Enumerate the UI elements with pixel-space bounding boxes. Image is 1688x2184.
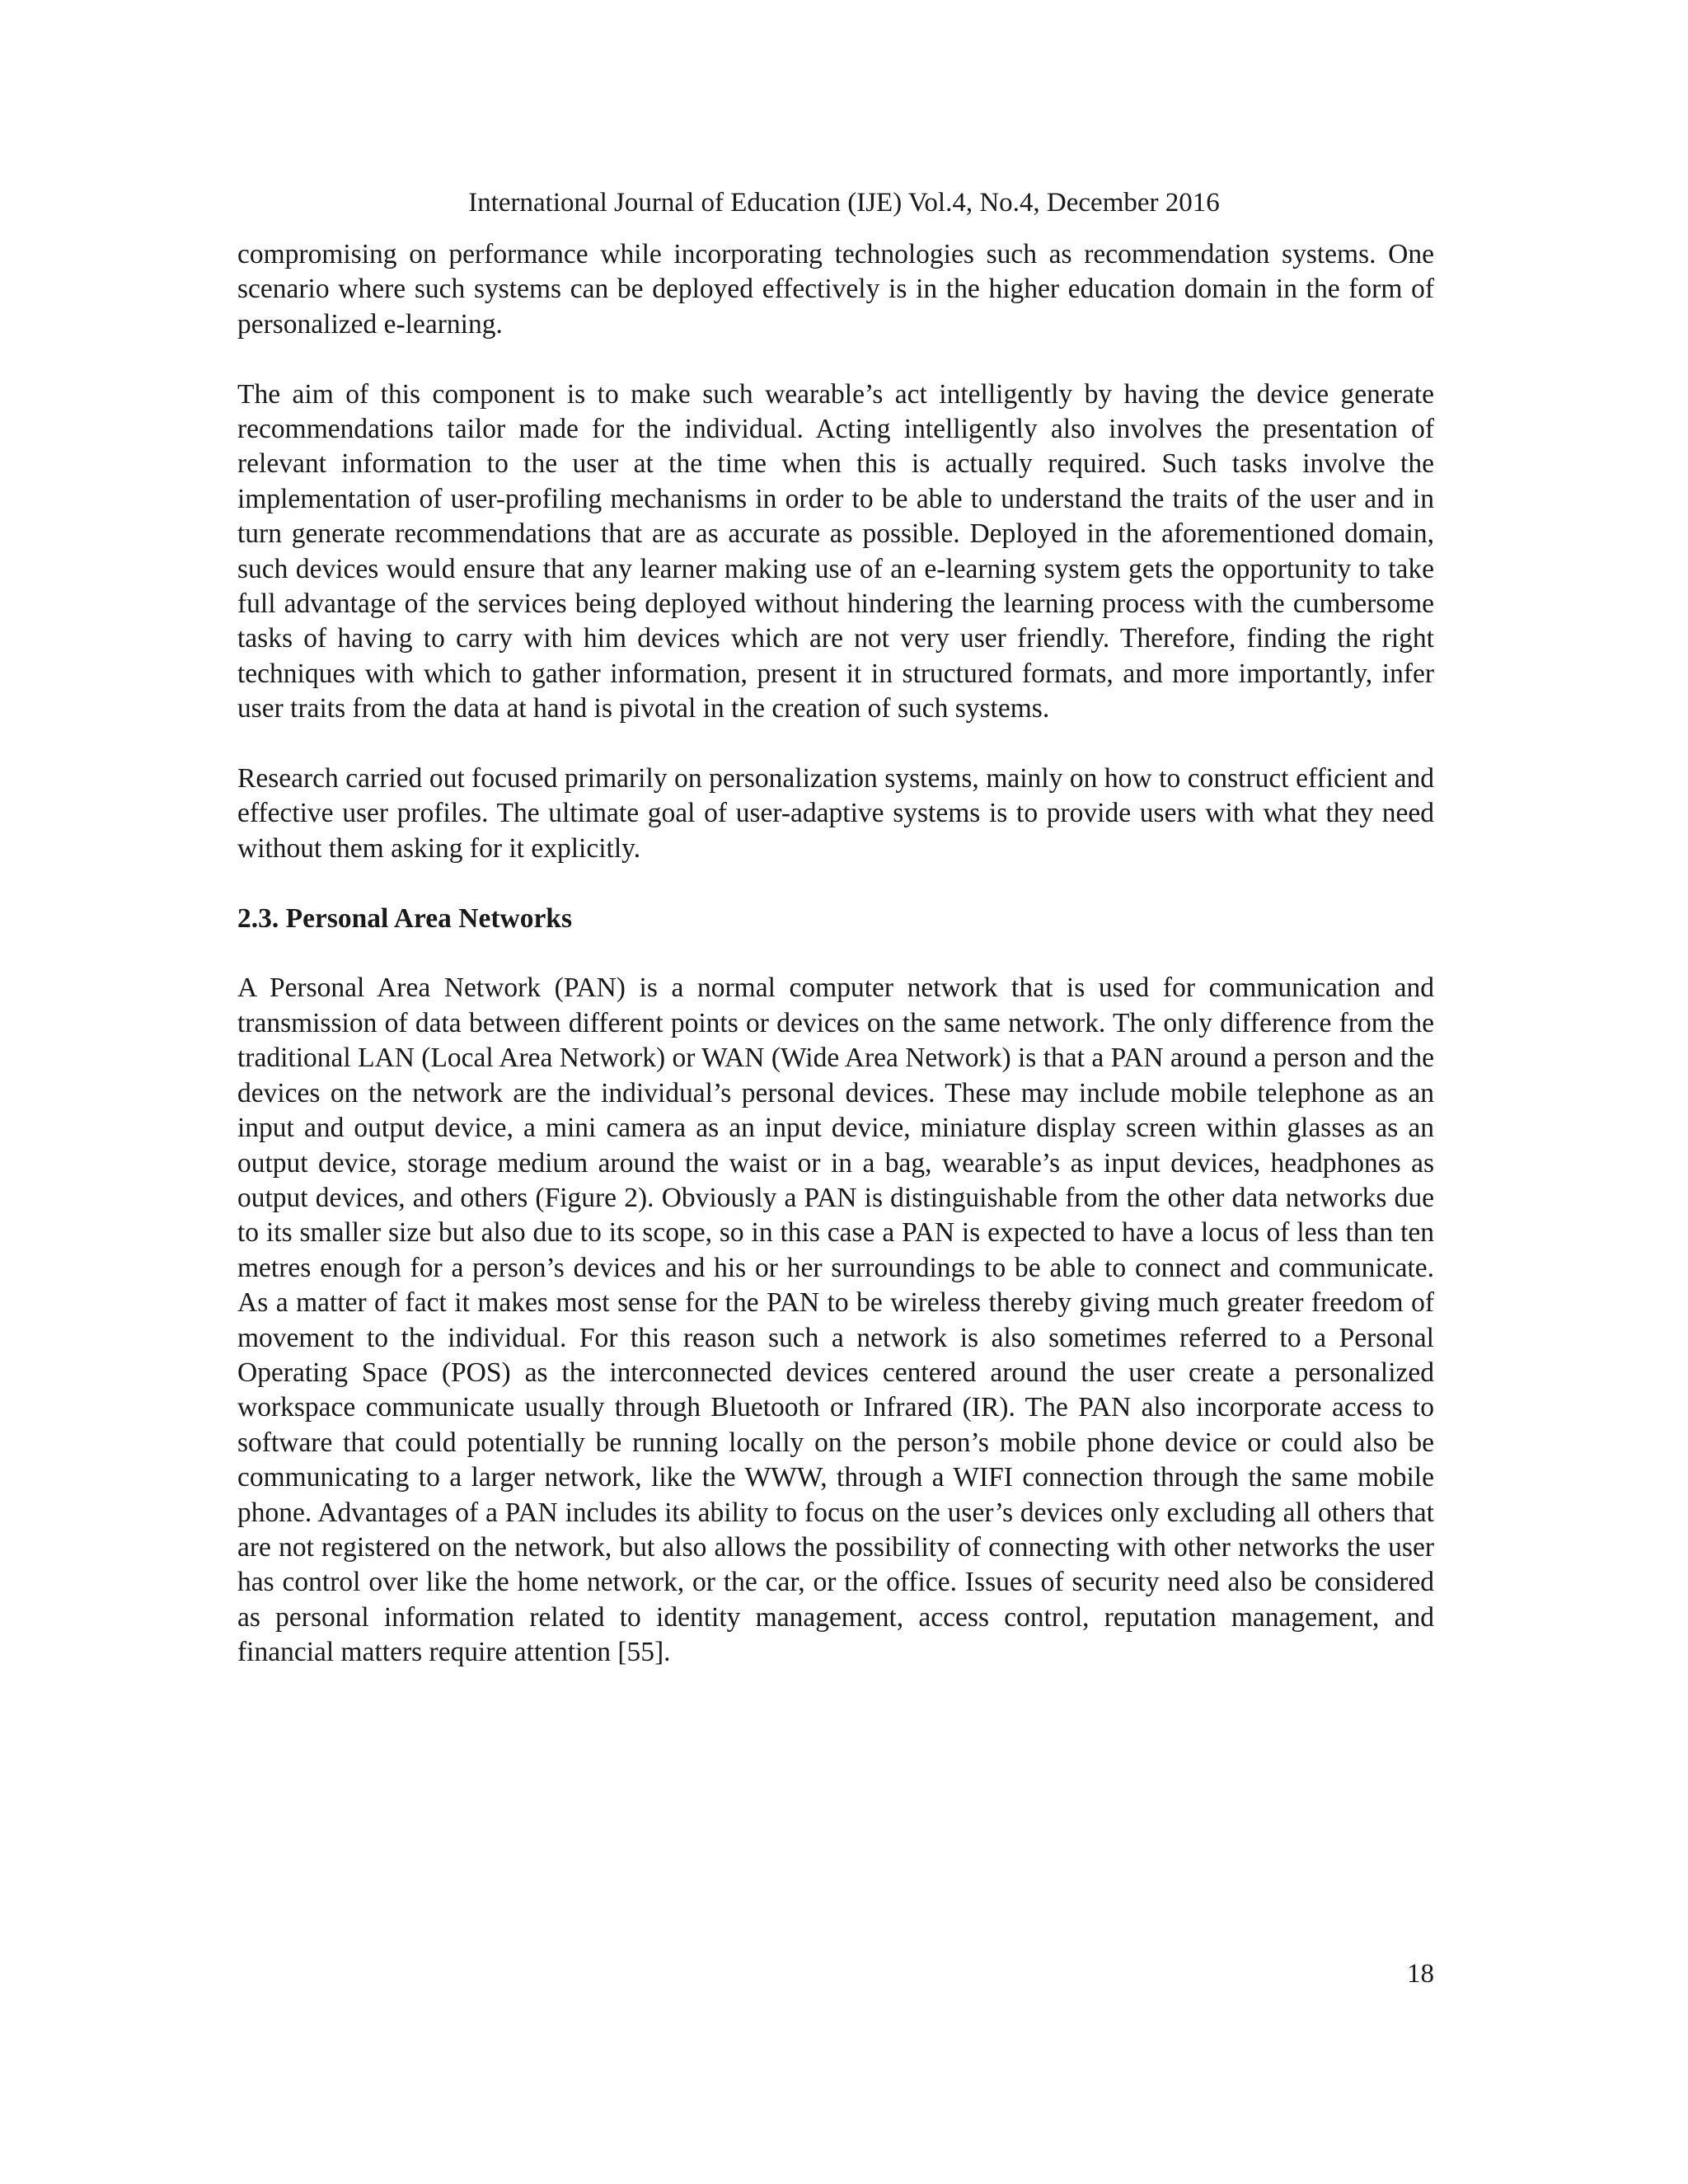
section-heading-personal-area-networks: 2.3. Personal Area Networks <box>237 902 572 934</box>
paragraph-continuation: compromising on performance while incorporating technologies such as recommendation systems. One scenario where such systems can be deployed effectively is in the higher education domain in the form of personalized e-learning. <box>237 239 1434 340</box>
body-text <box>237 237 1434 1671</box>
running-header: International Journal of Education (IJE) Vol.4, No.4, December 2016 <box>468 188 1220 218</box>
paragraph-pan-description: A Personal Area Network (PAN) is a normal computer network that is used for communication and transmission of data between different points or devices on the same network. The only difference from the traditional LAN (Local Area Network) or WAN (Wide Area Network) is that a PAN around a person and the devices on the network are the individual’s personal devices. These may include mobile telephone as an input and output device, a mini camera as an input device, miniature display screen within glasses as an output device, storage medium around the waist or in a bag, wearable’s as input devices, headphones as output devices, and others (Figure 2). Obviously a PAN is distinguishable from the other data networks due to its smaller size but also due to its scope, so in this case a PAN is expected to have a locus of less than ten metres enough for a person’s devices and his or her surroundings to be able to connect and communicate. As a matter of fact it makes most sense for the PAN to be wireless thereby giving much greater freedom of movement to the individual. For this reason such a network is also sometimes referred to a Personal Operating Space (POS) as the interconnected devices centered around the user create a personalized workspace communicate usually through Bluetooth or Infrared (IR). The PAN also incorporate access to software that could potentially be running locally on the person’s mobile phone device or could also be communicating to a larger network, like the WWW, through a WIFI connection through the same mobile phone. Advantages of a PAN includes its ability to focus on the user’s devices only excluding all others that are not registered on the network, but also allows the possibility of connecting with other networks the user has control over like the home network, or the car, or the office. Issues of security need also be considered as personal information related to identity management, access control, reputation management, and financial matters require attention [55]. <box>237 972 1434 1668</box>
paragraph-research-focus: Research carried out focused primarily on personalization systems, mainly on how to construct efficient and effective user profiles. The ultimate goal of user-adaptive systems is to provide users with what they need without them asking for it explicitly. <box>237 763 1434 864</box>
page-number: 18 <box>1407 1959 1434 1989</box>
paragraph-component-aim: The aim of this component is to make such wearable’s act intelligently by having the device generate recommendations tailor made for the individual. Acting intelligently also involves the presentation of relevant information to the user at the time when this is actually required. Such tasks involve the implementation of user-profiling mechanisms in order to be able to understand the traits of the user and in turn generate recommendations that are as accurate as possible. Deployed in the aforementioned domain, such devices would ensure that any learner making use of an e-learning system gets the opportunity to take full advantage of the services being deployed without hindering the learning process with the cumbersome tasks of having to carry with him devices which are not very user friendly. Therefore, finding the right techniques with which to gather information, present it in structured formats, and more importantly, infer user traits from the data at hand is pivotal in the creation of such systems. <box>237 378 1434 724</box>
